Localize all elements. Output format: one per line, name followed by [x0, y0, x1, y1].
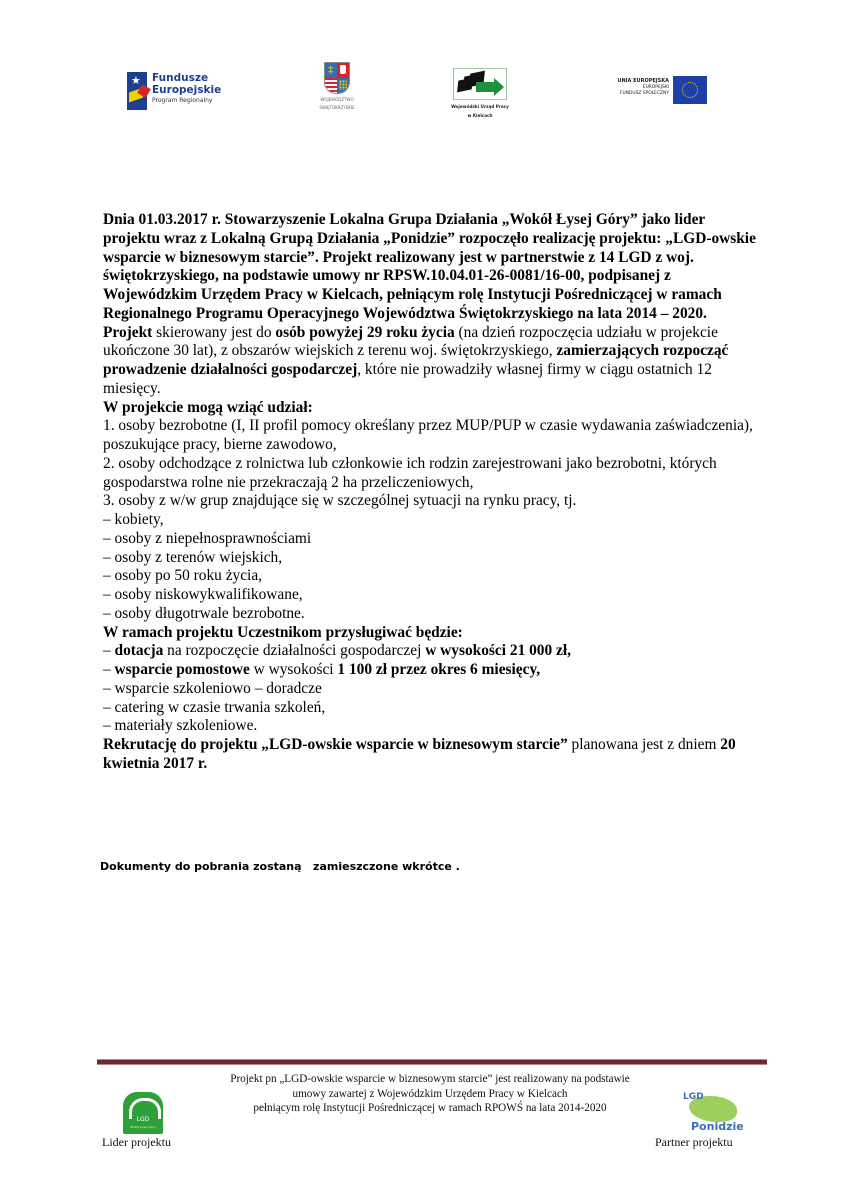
eligibility-item: – osoby z niepełnosprawnościami	[103, 529, 312, 547]
eu-line1: UNIA EUROPEJSKA	[617, 78, 669, 84]
wup-line2: w Kielcach	[467, 113, 493, 118]
footer-line1: Projekt pn „LGD-owskie wsparcie w biznesowym starcie” jest realizowany na podstawie	[230, 1073, 630, 1085]
benefit-item: – materiały szkoleniowe.	[103, 717, 258, 735]
intro-paragraph: Dnia 01.03.2017 r. Stowarzyszenie Lokalna Grupa Działania „Wokół Łysej Góry” jako lider projektu wraz z Lokalną Grupą Działania „Ponidzie” rozpoczęło realizację projektu: „LGD-owskie wsparcie w biznesowym starcie”. Projekt realizowany jest w partnerstwie z 14 LGD z woj. świętokrzyskiego, na podstawie umowy nr RPSW.10.04.01-26-0081/16-00, podpisanej z Wojewódzkim Urzędem Pracy w Kielcach, pełniącym rolę Instytucji Pośredniczącej w ramach Regionalnego Programu Operacyjnego Województwa Świętokrzyskiego na lata 2014 – 2020.	[103, 211, 756, 322]
eu-flag-icon	[673, 76, 707, 104]
benefits-heading: W ramach projektu Uczestnikom przysługiwać będzie:	[103, 623, 463, 641]
benefit-item: – catering w czasie trwania szkoleń,	[103, 698, 326, 716]
partner-label: Partner projektu	[655, 1135, 733, 1149]
footer-line3: pełniącym rolę Instytucji Pośredniczącej w ramach RPOWŚ na lata 2014-2020	[253, 1102, 607, 1114]
fe-line1: Fundusze	[152, 72, 209, 84]
eu-logo	[605, 76, 715, 106]
documents-note: Dokumenty do pobrania zostaną zamieszczone wkrótce .	[100, 860, 460, 873]
eligibility-item: – osoby niskowykwalifikowane,	[103, 586, 303, 603]
eligibility-item: 2. osoby odchodzące z rolnictwa lub członkowie ich rodzin zarejestrowani jako bezrobotni, których gospodarstwa rolne nie przekraczają 2 ha przeliczeniowych,	[103, 454, 717, 491]
wojewodztwo-line2: ŚWIĘTOKRZYSKIE	[319, 105, 355, 110]
footer-divider	[97, 1059, 767, 1065]
eligibility-item: – osoby po 50 roku życia,	[103, 567, 263, 585]
eu-line2: EUROPEJSKI	[642, 85, 669, 90]
lider-label: Lider projektu	[102, 1135, 171, 1149]
wojewodztwo-line1: WOJEWÓDZTWO	[320, 97, 354, 102]
footer-text	[170, 1072, 690, 1116]
lgd-ponidzie-logo: LGD Ponidzie	[683, 1092, 744, 1133]
eu-line3: FUNDUSZ SPOŁECZNY	[620, 91, 669, 96]
wup-logo	[444, 68, 516, 124]
coat-of-arms-icon: ‡	[324, 62, 350, 94]
target-paragraph: Projekt skierowany jest do osób powyżej 29 roku życia (na dzień rozpoczęcia udziału w projekcie ukończone 30 lat), z obszarów wiejskich z terenu woj. świętokrzyskiego, zamierzających rozpocząć prowadzenie działalności gospodarczej, które nie prowadziły własnej firmy w ciągu ostatnich 12 miesięcy.	[103, 323, 729, 397]
eligibility-item: – osoby długotrwale bezrobotne.	[103, 604, 305, 622]
recruitment-paragraph: Rekrutację do projektu „LGD-owskie wsparcie w biznesowym starcie” planowana jest z dniem 20 kwietnia 2017 r.	[103, 736, 736, 772]
fe-mark-icon: ★	[127, 72, 147, 110]
eligibility-item: – osoby z terenów wiejskich,	[103, 548, 283, 566]
wojewodztwo-logo	[315, 62, 359, 124]
fundusze-europejskie-logo	[127, 70, 267, 112]
benefit-item: – dotacja na rozpoczęcie działalności gospodarczej w wysokości 21 000 zł,	[103, 642, 572, 660]
benefit-item: – wsparcie pomostowe w wysokości 1 100 zł przez okres 6 miesięcy,	[103, 661, 541, 678]
wup-line1: Wojewódzki Urząd Pracy	[451, 104, 509, 109]
eligibility-heading: W projekcie mogą wziąć udział:	[103, 398, 313, 416]
wup-arrow-icon	[453, 68, 507, 100]
footer-line2: umowy zawartej z Wojewódzkim Urzędem Pracy w Kielcach	[292, 1087, 568, 1100]
eligibility-item: 3. osoby z w/w grup znajdujące się w szczególnej sytuacji na rynku pracy, tj.	[103, 492, 577, 510]
fe-line2: Europejskie	[152, 84, 222, 96]
header-logos	[0, 62, 848, 132]
article-body	[103, 211, 763, 774]
lgd-wokol-lysej-gory-logo: LGD Wokół Łysej Góry	[123, 1092, 163, 1134]
benefit-item: – wsparcie szkoleniowo – doradcze	[103, 679, 322, 697]
fe-line3: Program Regionalny	[152, 97, 213, 104]
eligibility-item: 1. osoby bezrobotne (I, II profil pomocy określany przez MUP/PUP w czasie wydawania zaświadczenia), poszukujące pracy, bierne zawodowo,	[103, 417, 753, 453]
eligibility-item: – kobiety,	[103, 511, 164, 528]
